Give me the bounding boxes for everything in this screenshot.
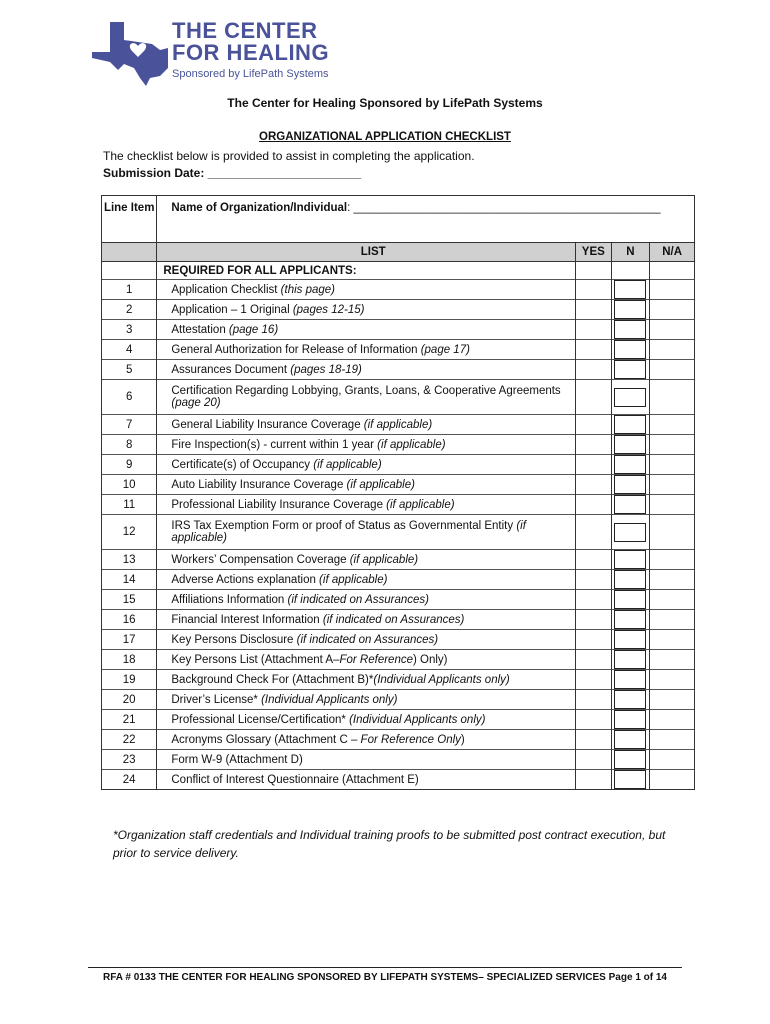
yes-header: YES <box>576 243 611 262</box>
table-row <box>102 590 695 610</box>
checklist-item <box>157 475 576 495</box>
checklist-item <box>157 415 576 435</box>
yes-cell[interactable] <box>576 475 611 495</box>
line-item-number: 20 <box>102 690 157 710</box>
checklist-item <box>157 515 576 550</box>
no-checkbox[interactable] <box>614 770 646 789</box>
line-item-number: 12 <box>102 515 157 550</box>
item-text: Key Persons Disclosure <box>171 633 294 646</box>
line-item-number: 14 <box>102 570 157 590</box>
no-checkbox[interactable] <box>614 610 646 629</box>
item-note: (if applicable) <box>382 498 455 511</box>
checklist-item <box>157 435 576 455</box>
item-note: (if applicable) <box>310 458 382 471</box>
item-text: Auto Liability Insurance Coverage <box>171 478 344 491</box>
table-row <box>102 380 695 415</box>
header-blank <box>102 243 157 262</box>
table-row <box>102 570 695 590</box>
table-row <box>102 550 695 570</box>
na-cell[interactable] <box>650 570 695 590</box>
na-cell[interactable] <box>650 750 695 770</box>
na-cell[interactable] <box>650 475 695 495</box>
no-checkbox[interactable] <box>614 280 646 299</box>
table-row <box>102 690 695 710</box>
table-row <box>102 360 695 380</box>
table-row <box>102 610 695 630</box>
checklist-item <box>157 455 576 475</box>
na-cell[interactable] <box>650 590 695 610</box>
na-cell[interactable] <box>650 300 695 320</box>
na-cell[interactable] <box>650 630 695 650</box>
na-cell[interactable] <box>650 770 695 790</box>
line-item-number: 15 <box>102 590 157 610</box>
list-header: LIST <box>157 243 576 262</box>
line-item-number: 18 <box>102 650 157 670</box>
line-item-number: 9 <box>102 455 157 475</box>
no-cell[interactable] <box>611 650 650 670</box>
no-cell[interactable] <box>611 435 650 455</box>
no-checkbox[interactable] <box>614 750 646 769</box>
line-item-number: 24 <box>102 770 157 790</box>
yes-cell[interactable] <box>576 570 611 590</box>
na-cell[interactable] <box>650 320 695 340</box>
item-note: (page 17) <box>417 343 470 356</box>
no-cell[interactable] <box>611 340 650 360</box>
checklist-item <box>157 730 576 750</box>
item-text: General Liability Insurance Coverage <box>171 418 361 431</box>
no-cell[interactable] <box>611 550 650 570</box>
line-item-number: 8 <box>102 435 157 455</box>
no-checkbox[interactable] <box>614 710 646 729</box>
na-cell[interactable] <box>650 415 695 435</box>
item-text: Professional License/Certification* <box>171 713 346 726</box>
logo-title-line1: THE CENTER <box>172 18 318 43</box>
na-cell[interactable] <box>650 280 695 300</box>
na-cell[interactable] <box>650 670 695 690</box>
no-cell[interactable] <box>611 670 650 690</box>
no-checkbox[interactable] <box>614 300 646 319</box>
item-text: Financial Interest Information <box>171 613 320 626</box>
line-item-number: 1 <box>102 280 157 300</box>
item-note: (if indicated on Assurances) <box>293 633 439 646</box>
item-note: (this page) <box>277 283 336 296</box>
organization-name-field[interactable] <box>157 196 695 243</box>
logo-subtitle: Sponsored by LifePath Systems <box>172 68 329 80</box>
na-cell[interactable] <box>650 360 695 380</box>
table-row <box>102 670 695 690</box>
item-note: (if indicated on Assurances) <box>319 613 465 626</box>
line-item-number: 2 <box>102 300 157 320</box>
checklist-item <box>157 300 576 320</box>
checklist-item <box>157 670 576 690</box>
no-header: N <box>611 243 650 262</box>
item-text: Adverse Actions explanation <box>171 573 316 586</box>
yes-cell[interactable] <box>576 750 611 770</box>
table-row <box>102 340 695 360</box>
yes-cell[interactable] <box>576 650 611 670</box>
table-row <box>102 495 695 515</box>
no-checkbox[interactable] <box>614 415 646 434</box>
line-item-number: 7 <box>102 415 157 435</box>
no-checkbox[interactable] <box>614 388 646 407</box>
item-note: (page 16) <box>225 323 279 336</box>
line-item-number: 23 <box>102 750 157 770</box>
organization-name-blank[interactable]: : ________________________________________________ <box>347 202 661 214</box>
checklist-item <box>157 650 576 670</box>
yes-cell[interactable] <box>576 320 611 340</box>
table-row <box>102 455 695 475</box>
line-item-number: 5 <box>102 360 157 380</box>
yes-cell[interactable] <box>576 730 611 750</box>
yes-cell[interactable] <box>576 770 611 790</box>
item-text: Fire Inspection(s) - current within 1 year <box>171 438 374 451</box>
item-text: IRS Tax Exemption Form or proof of Status as Governmental Entity <box>171 520 514 532</box>
no-checkbox[interactable] <box>614 523 646 542</box>
item-note: (if applicable) <box>360 418 433 431</box>
yes-cell[interactable] <box>576 515 611 550</box>
item-note: (Individual Applicants only) <box>257 693 398 706</box>
no-checkbox[interactable] <box>614 495 646 514</box>
item-text: Driver’s License* <box>171 693 258 706</box>
table-row <box>102 770 695 790</box>
no-checkbox[interactable] <box>614 360 646 379</box>
item-text: Certificate(s) of Occupancy <box>171 458 311 471</box>
table-row <box>102 750 695 770</box>
yes-cell[interactable] <box>576 550 611 570</box>
na-cell[interactable] <box>650 550 695 570</box>
na-cell[interactable] <box>650 380 695 415</box>
item-note: (Individual Applicants only) <box>373 673 510 686</box>
table-row <box>102 630 695 650</box>
checklist-item <box>157 690 576 710</box>
yes-cell[interactable] <box>576 690 611 710</box>
no-checkbox[interactable] <box>614 630 646 649</box>
no-cell[interactable] <box>611 750 650 770</box>
footnote: *Organization staff credentials and Individual training proofs to be submitted post contract execution, but prior to service delivery. <box>113 828 666 860</box>
yes-cell[interactable] <box>576 610 611 630</box>
no-cell[interactable] <box>611 455 650 475</box>
no-checkbox[interactable] <box>614 590 646 609</box>
no-checkbox[interactable] <box>614 570 646 589</box>
no-checkbox[interactable] <box>614 320 646 339</box>
yes-cell[interactable] <box>576 670 611 690</box>
line-item-number: 16 <box>102 610 157 630</box>
item-note: For Reference <box>339 653 413 666</box>
logo-title-line2: FOR HEALING <box>172 40 330 65</box>
checklist-item <box>157 360 576 380</box>
item-note: (if applicable) <box>171 520 526 544</box>
no-cell[interactable] <box>611 380 650 415</box>
yes-cell[interactable] <box>576 455 611 475</box>
item-text: Professional Liability Insurance Coverage <box>171 498 383 511</box>
no-checkbox[interactable] <box>614 690 646 709</box>
document-title: ORGANIZATIONAL APPLICATION CHECKLIST <box>259 131 511 143</box>
table-row <box>102 515 695 550</box>
yes-cell[interactable] <box>576 435 611 455</box>
yes-cell[interactable] <box>576 300 611 320</box>
yes-cell[interactable] <box>576 630 611 650</box>
no-cell[interactable] <box>611 515 650 550</box>
yes-cell[interactable] <box>576 360 611 380</box>
no-checkbox[interactable] <box>614 550 646 569</box>
item-text: Application – 1 Original <box>171 303 290 316</box>
item-tail: ) Only) <box>413 653 448 666</box>
item-note: For Reference Only <box>360 733 461 746</box>
na-cell[interactable] <box>650 730 695 750</box>
no-checkbox[interactable] <box>614 475 646 494</box>
item-text: Attestation <box>171 323 226 336</box>
checklist-item <box>157 340 576 360</box>
line-item-number: 6 <box>102 380 157 415</box>
footer-rule <box>88 967 682 968</box>
checklist-item <box>157 380 576 415</box>
na-header: N/A <box>650 243 695 262</box>
section-heading: REQUIRED FOR ALL APPLICANTS: <box>157 262 576 280</box>
checklist-item <box>157 610 576 630</box>
line-item-number: 10 <box>102 475 157 495</box>
na-cell[interactable] <box>650 610 695 630</box>
item-text: Key Persons List (Attachment A– <box>171 653 340 666</box>
sponsor-line: The Center for Healing Sponsored by LifePath Systems <box>227 96 543 110</box>
na-cell[interactable] <box>650 650 695 670</box>
na-cell[interactable] <box>650 515 695 550</box>
no-checkbox[interactable] <box>614 340 646 359</box>
yes-cell[interactable] <box>576 710 611 730</box>
checklist-item <box>157 750 576 770</box>
item-text: Workers’ Compensation Coverage <box>171 553 347 566</box>
line-item-number: 19 <box>102 670 157 690</box>
table-row <box>102 320 695 340</box>
checklist-table <box>101 195 695 790</box>
no-cell[interactable] <box>611 475 650 495</box>
yes-cell[interactable] <box>576 415 611 435</box>
no-checkbox[interactable] <box>614 730 646 749</box>
checklist-item <box>157 280 576 300</box>
intro-text: The checklist below is provided to assist in completing the application. <box>103 149 475 163</box>
line-item-number: 17 <box>102 630 157 650</box>
yes-cell[interactable] <box>576 280 611 300</box>
checklist-item <box>157 495 576 515</box>
no-checkbox[interactable] <box>614 435 646 454</box>
item-note: (pages 12-15) <box>289 303 365 316</box>
no-cell[interactable] <box>611 280 650 300</box>
line-item-header: Line Item <box>102 196 157 243</box>
no-checkbox[interactable] <box>614 650 646 669</box>
checklist-item <box>157 590 576 610</box>
table-row <box>102 415 695 435</box>
table-row <box>102 300 695 320</box>
no-cell[interactable] <box>611 730 650 750</box>
checklist-item <box>157 770 576 790</box>
item-text: Assurances Document <box>171 363 288 376</box>
checklist-item <box>157 570 576 590</box>
no-cell[interactable] <box>611 300 650 320</box>
na-cell[interactable] <box>650 435 695 455</box>
line-item-number: 22 <box>102 730 157 750</box>
na-cell[interactable] <box>650 690 695 710</box>
line-item-number: 4 <box>102 340 157 360</box>
table-row <box>102 730 695 750</box>
no-checkbox[interactable] <box>614 455 646 474</box>
item-text: Application Checklist <box>171 283 278 296</box>
table-row <box>102 650 695 670</box>
table-row <box>102 435 695 455</box>
checklist-item <box>157 630 576 650</box>
item-text: Background Check For (Attachment B)* <box>171 673 374 686</box>
checklist-item <box>157 320 576 340</box>
checklist-item <box>157 710 576 730</box>
no-checkbox[interactable] <box>614 670 646 689</box>
item-note: (if applicable) <box>315 573 388 586</box>
line-item-number: 11 <box>102 495 157 515</box>
yes-cell[interactable] <box>576 590 611 610</box>
item-note: (if applicable) <box>343 478 415 491</box>
no-cell[interactable] <box>611 630 650 650</box>
item-text: Conflict of Interest Questionnaire (Attachment E) <box>171 773 419 786</box>
submission-date-field[interactable]: Submission Date: _______________________ <box>103 166 362 180</box>
no-cell[interactable] <box>611 570 650 590</box>
line-item-number: 21 <box>102 710 157 730</box>
yes-cell[interactable] <box>576 380 611 415</box>
item-note: (pages 18-19) <box>287 363 362 376</box>
na-cell[interactable] <box>650 710 695 730</box>
no-cell[interactable] <box>611 710 650 730</box>
no-cell[interactable] <box>611 590 650 610</box>
line-item-number: 3 <box>102 320 157 340</box>
item-text: Form W-9 (Attachment D) <box>171 753 303 766</box>
no-cell[interactable] <box>611 360 650 380</box>
item-note: (if applicable) <box>346 553 419 566</box>
item-note: (if indicated on Assurances) <box>284 593 429 606</box>
item-tail: ) <box>460 733 465 746</box>
no-cell[interactable] <box>611 415 650 435</box>
no-cell[interactable] <box>611 495 650 515</box>
line-item-number: 13 <box>102 550 157 570</box>
item-note: (Individual Applicants only) <box>345 713 486 726</box>
item-note: (page 20) <box>171 397 221 409</box>
item-text: Certification Regarding Lobbying, Grants, Loans, & Cooperative Agreements <box>171 385 561 397</box>
yes-cell[interactable] <box>576 340 611 360</box>
no-cell[interactable] <box>611 690 650 710</box>
organization-name-label: Name of Organization/Individual <box>171 202 348 214</box>
na-cell[interactable] <box>650 455 695 475</box>
no-cell[interactable] <box>611 770 650 790</box>
logo-text <box>172 20 329 80</box>
item-text: General Authorization for Release of Information <box>171 343 418 356</box>
na-cell[interactable] <box>650 340 695 360</box>
table-row <box>102 710 695 730</box>
item-text: Acronyms Glossary (Attachment C – <box>171 733 361 746</box>
page-footer: RFA # 0133 THE CENTER FOR HEALING SPONSORED BY LIFEPATH SYSTEMS– SPECIALIZED SERVICES Page 1 of 14 <box>102 972 667 983</box>
na-cell[interactable] <box>650 495 695 515</box>
table-row <box>102 280 695 300</box>
no-cell[interactable] <box>611 320 650 340</box>
table-row <box>102 475 695 495</box>
no-cell[interactable] <box>611 610 650 630</box>
yes-cell[interactable] <box>576 495 611 515</box>
item-note: (if applicable) <box>373 438 446 451</box>
item-text: Affiliations Information <box>171 593 285 606</box>
checklist-item <box>157 550 576 570</box>
